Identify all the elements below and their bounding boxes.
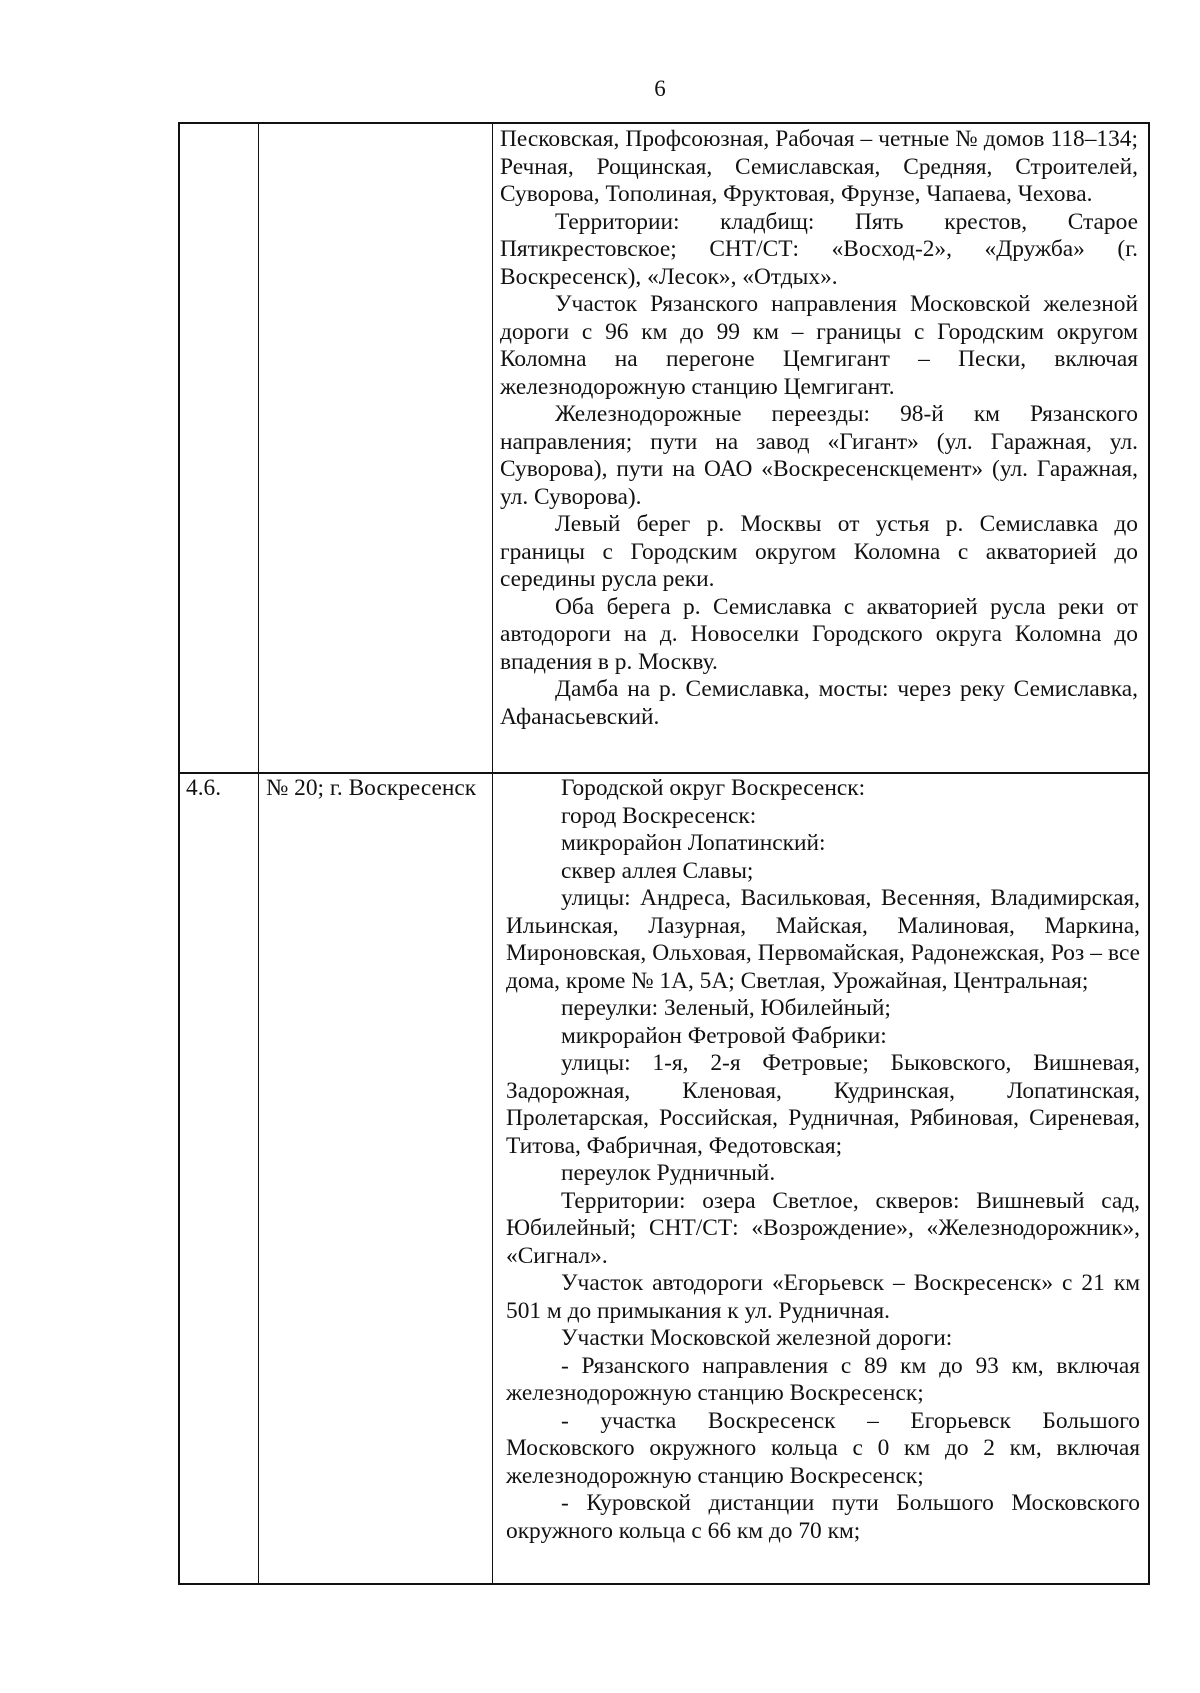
paragraph: Городской округ Воскресенск:	[561, 775, 866, 801]
column-divider-2	[492, 124, 493, 1583]
district-table	[178, 122, 1150, 1585]
district-number: № 20;	[266, 775, 325, 801]
paragraph: - Рязанского направления с 89 км до 93 км, включая железнодорожную станцию Воскресенск;	[506, 1352, 1140, 1406]
paragraph: Участок автодороги «Егорьевск – Воскресенск» с 21 км 501 м до примыкания к ул. Рудничная.	[506, 1270, 1140, 1324]
paragraph: Песковская, Профсоюзная, Рабочая – четные № домов 118–134; Речная, Рощинская, Семиславская, Средняя, Строителей, Суворова, Тополиная, Фруктовая, Фрунзе, Чапаева, Чехова.	[500, 126, 1138, 207]
paragraph: улицы: Андреса, Васильковая, Весенняя, Владимирская, Ильинская, Лазурная, Майская, Малиновая, Маркина, Мироновская, Ольховая, Первомайская, Радонежская, Роз – все дома, кроме № 1А, 5А; Светлая, Урожайная, Центральная;	[506, 885, 1140, 994]
row-2-description	[506, 775, 1140, 1545]
paragraph: Участки Московской железной дороги:	[561, 1325, 953, 1351]
paragraph: - участка Воскресенск – Егорьевск Большого Московского окружного кольца с 0 км до 2 км, включая железнодорожную станцию Воскресенск;	[506, 1407, 1140, 1489]
paragraph: Левый берег р. Москвы от устья р. Семиславка до границы с Городским округом Коломна с акваторией до середины русла реки.	[500, 511, 1138, 592]
paragraph: микрорайон Фетровой Фабрики:	[561, 1022, 887, 1049]
row-divider	[180, 772, 1148, 774]
paragraph: Железнодорожные переезды: 98-й км Рязанского направления; пути на завод «Гигант» (ул. Гаражная, ул. Суворова), пути на ОАО «Воскресенскцемент» (ул. Гаражная, ул. Суворова).	[500, 401, 1138, 510]
paragraph: Территории: кладбищ: Пять крестов, Старое Пятикрестовское; СНТ/СТ: «Восход-2», «Дружба» (г. Воскресенск), «Лесок», «Отдых».	[500, 208, 1138, 290]
paragraph: - Куровской дистанции пути Большого Московского окружного кольца с 66 км до 70 км;	[506, 1490, 1140, 1544]
paragraph: Оба берега р. Семиславка с акваторией русла реки от автодороги на д. Новоселки Городского округа Коломна до впадения в р. Москву.	[500, 593, 1138, 675]
column-divider-1	[258, 124, 259, 1583]
paragraph: Территории: озера Светлое, скверов: Вишневый сад, Юбилейный; СНТ/СТ: «Возрождение», «Железнодорожник», «Сигнал».	[506, 1187, 1140, 1269]
paragraph: Дамба на р. Семиславка, мосты: через реку Семиславка, Афанасьевский.	[500, 676, 1138, 730]
district-city: г. Воскресенск	[329, 775, 477, 801]
paragraph: переулки: Зеленый, Юбилейный;	[561, 995, 891, 1021]
paragraph: сквер аллея Славы;	[561, 857, 754, 884]
paragraph: улицы: 1-я, 2-я Фетровые; Быковского, Вишневая, Задорожная, Кленовая, Кудринская, Лопатинская, Пролетарская, Российская, Рудничная, Рябиновая, Сиреневая, Титова, Фабричная, Федотовская;	[506, 1050, 1140, 1159]
row-number: 4.6.	[186, 775, 222, 801]
row-1-description	[500, 126, 1138, 731]
paragraph: город Воскресенск:	[561, 802, 757, 829]
paragraph: микрорайон Лопатинский:	[561, 830, 826, 856]
paragraph: переулок Рудничный.	[561, 1160, 776, 1186]
paragraph: Участок Рязанского направления Московской железной дороги с 96 км до 99 км – границы с Городским округом Коломна на перегоне Цемгигант – Пески, включая железнодорожную станцию Цемгигант.	[500, 291, 1138, 400]
district-cell	[266, 775, 488, 803]
page-number: 6	[654, 76, 666, 101]
